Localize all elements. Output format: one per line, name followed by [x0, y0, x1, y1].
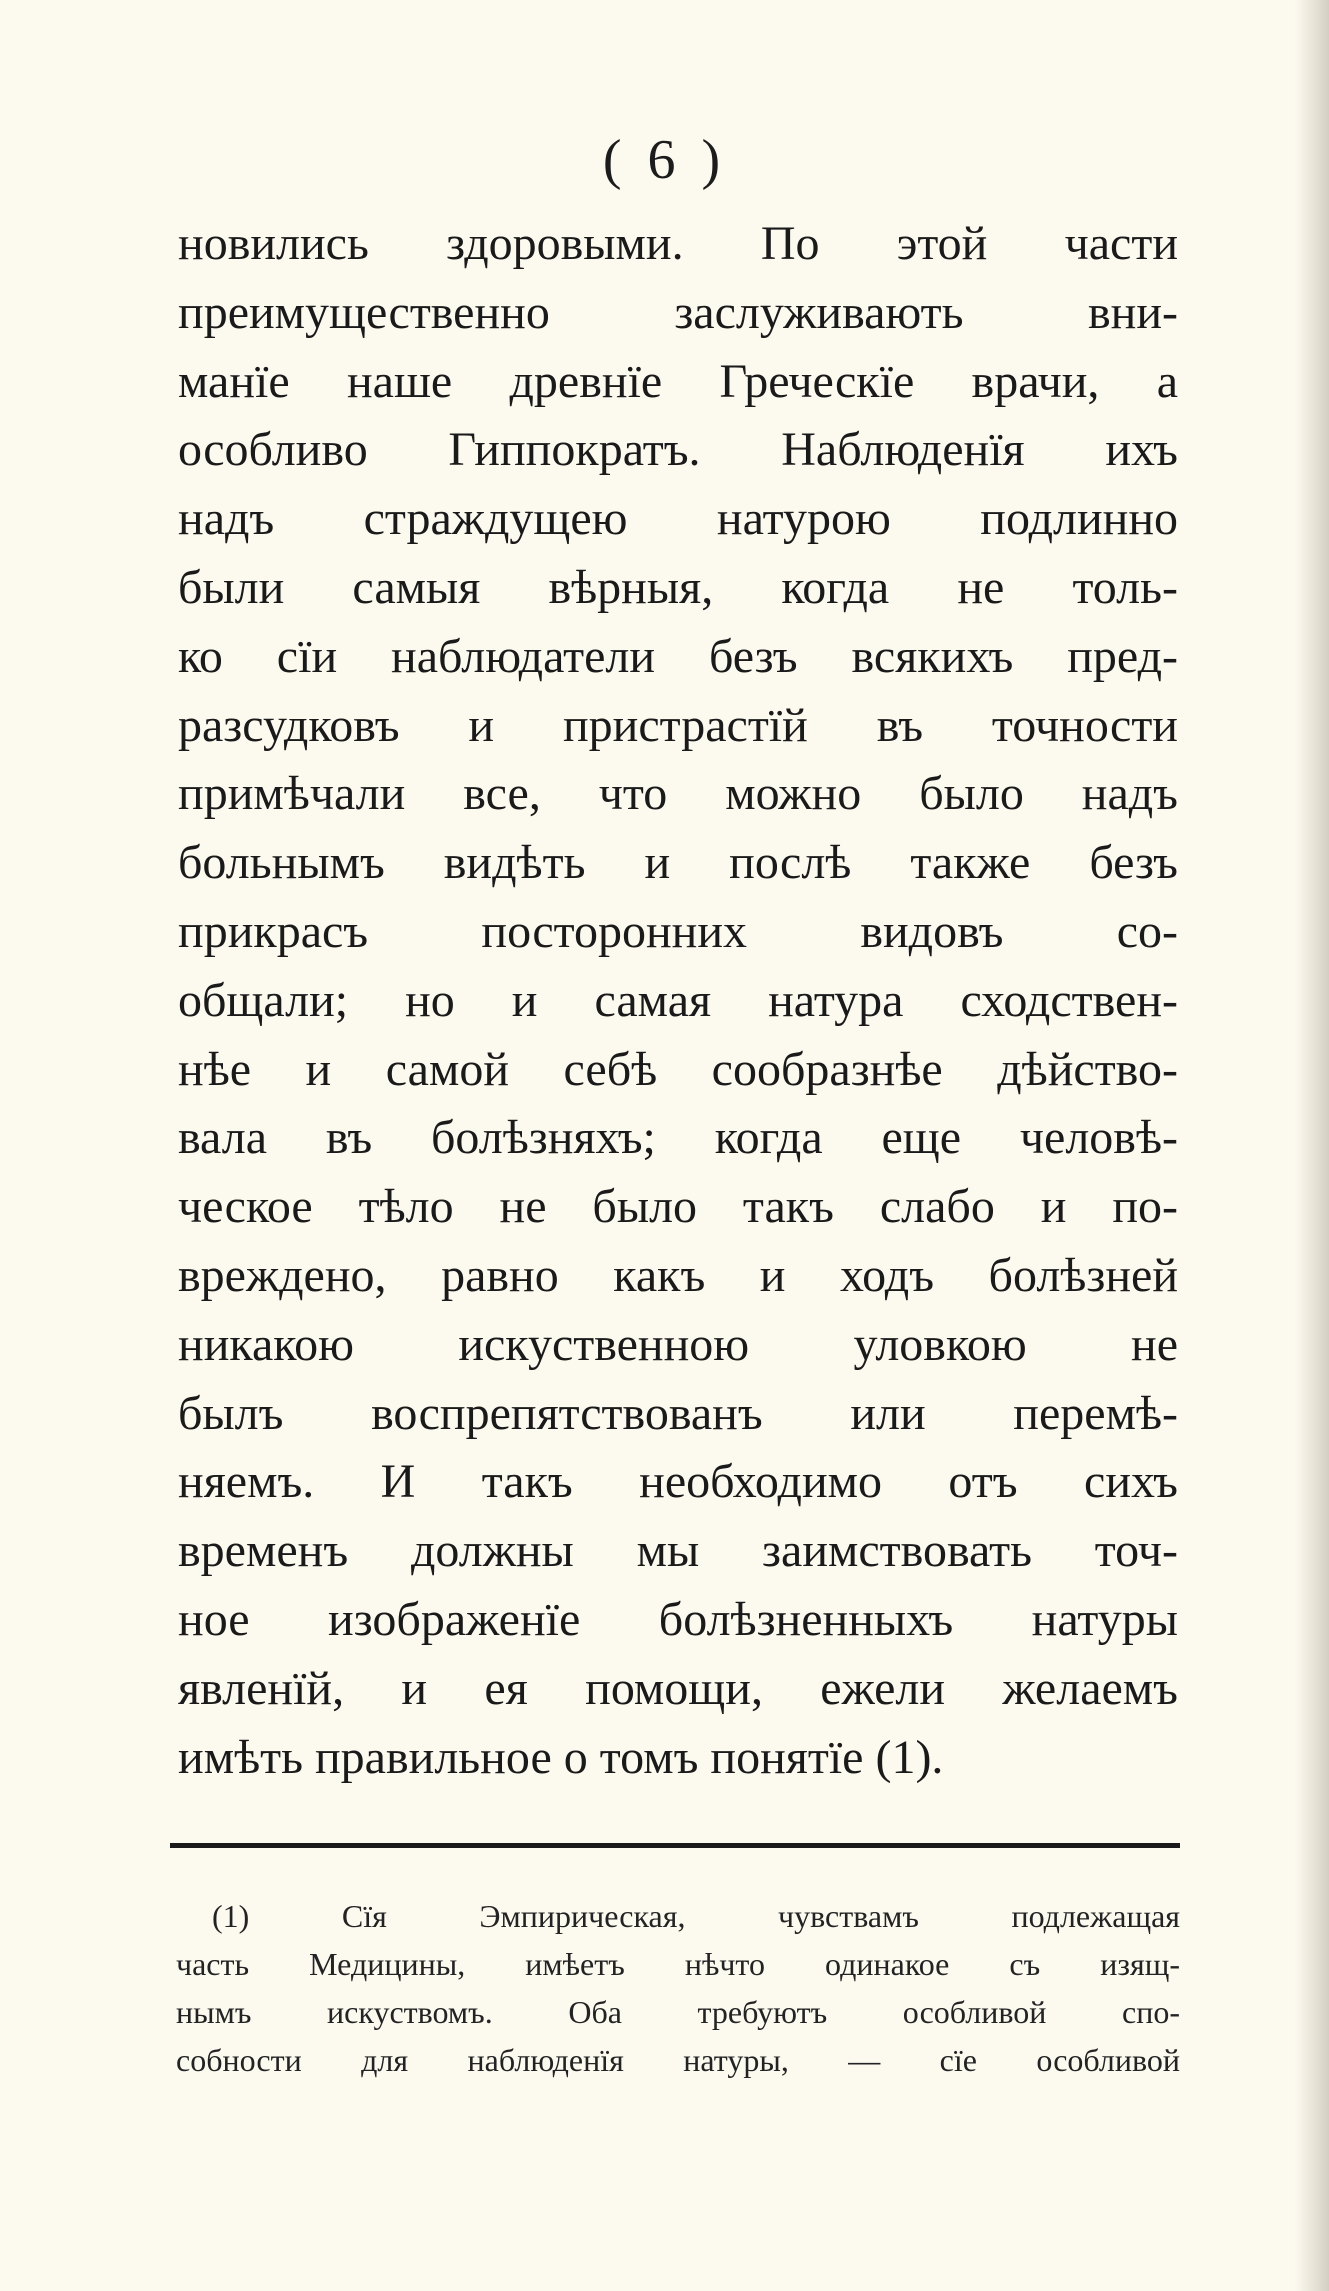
text-line: явленїй, и ея помощи, ежели желаемъ — [178, 1661, 1178, 1715]
footnote-line: нымъ искуствомъ. Оба требуютъ особливой спо- — [176, 1994, 1180, 2030]
text-line: ко сїи наблюдатели безъ всякихъ пред- — [178, 629, 1178, 683]
text-line: вала въ болѣзняхъ; когда еще человѣ- — [178, 1111, 1178, 1165]
page-number: ( 6 ) — [602, 129, 727, 191]
text-line: особливо Гиппократъ. Наблюденїя ихъ — [178, 423, 1178, 477]
text-line: надъ страждущею натурою подлинно — [178, 492, 1178, 546]
text-line: разсудковъ и пристрастїй въ точности — [178, 698, 1178, 752]
text-line: никакою искуственною уловкою не — [178, 1317, 1178, 1371]
text-line: вреждено, равно какъ и ходъ болѣзней — [178, 1248, 1178, 1302]
text-line: были самыя вѣрныя, когда не толь- — [178, 560, 1178, 614]
text-line: имѣть правильное о томъ понятїе (1). — [178, 1730, 944, 1784]
text-line: ческое тѣло не было такъ слабо и по- — [178, 1180, 1178, 1234]
text-line: общали; но и самая натура сходствен- — [178, 973, 1178, 1027]
text-line: манїе наше древнїе Греческїе врачи, а — [178, 354, 1178, 408]
footnote-line: (1) Сїя Эмпирическая, чувствамъ подлежащая — [212, 1898, 1180, 1934]
text-line: ное изображенїе болѣзненныхъ натуры — [178, 1592, 1178, 1646]
text-line: новились здоровыми. По этой части — [178, 217, 1178, 270]
footnote-block — [176, 1892, 1180, 2084]
footnote-line: часть Медицины, имѣетъ нѣчто одинакое съ изящ- — [176, 1946, 1180, 1982]
page-edge-shadow — [1295, 0, 1329, 2291]
text-line: нѣе и самой себѣ сообразнѣе дѣйство- — [178, 1042, 1178, 1096]
text-line: преимущественно заслуживають вни- — [178, 285, 1178, 339]
text-line: временъ должны мы заимствовать точ- — [178, 1524, 1178, 1578]
text-line: примѣчали все, что можно было надъ — [178, 767, 1178, 821]
text-line: больнымъ видѣть и послѣ также безъ — [178, 836, 1178, 890]
footnote-line: собности для наблюденїя натуры, — сїе особливой — [176, 2042, 1180, 2078]
main-text — [178, 210, 1178, 1792]
text-line: прикрасъ посторонних видовъ со- — [178, 904, 1178, 958]
text-line: няемъ. И такъ необходимо отъ сихъ — [178, 1455, 1178, 1509]
text-line: былъ воспрепятствованъ или перемѣ- — [178, 1386, 1178, 1440]
footnote-divider — [170, 1843, 1180, 1848]
